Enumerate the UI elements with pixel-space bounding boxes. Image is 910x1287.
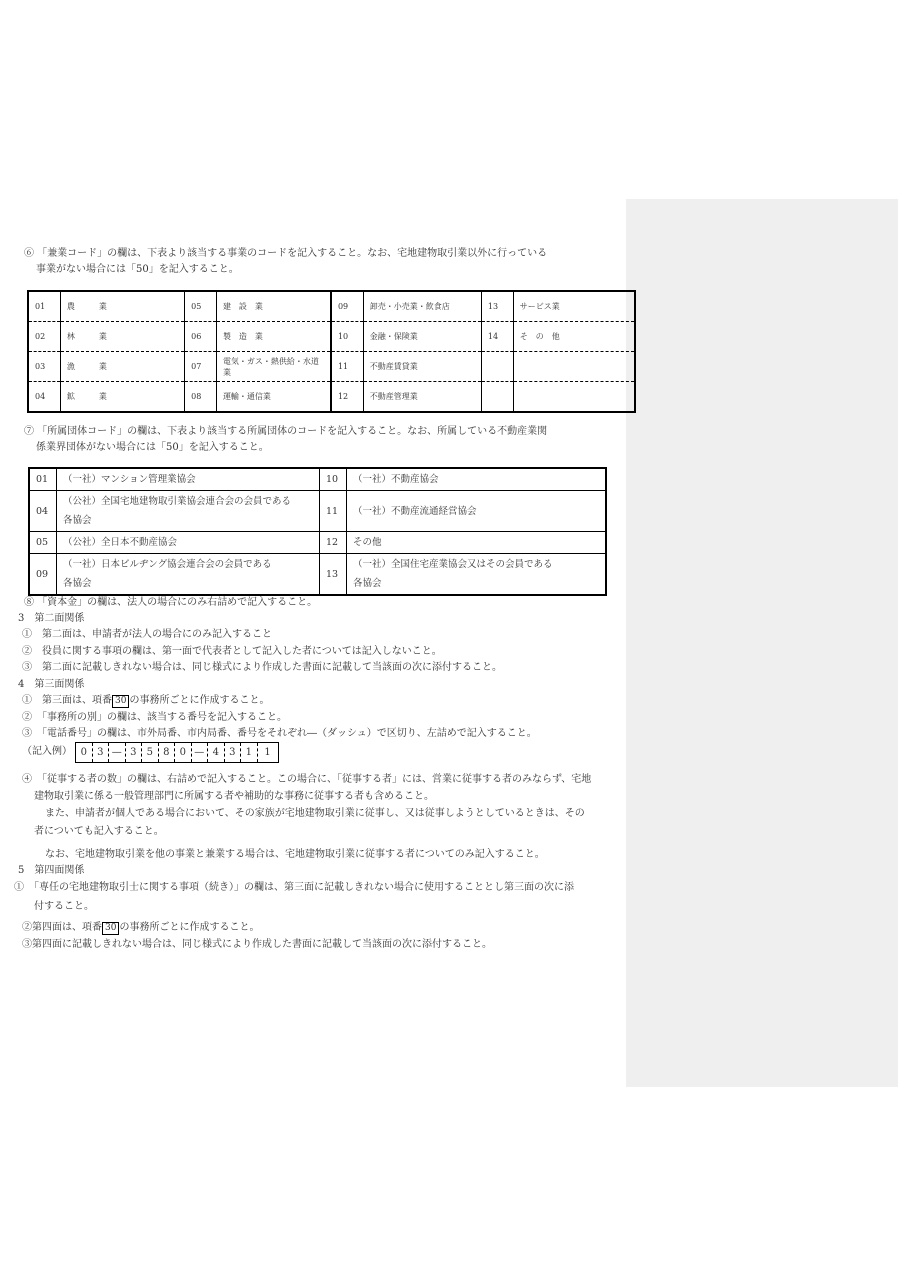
s4-item4-line4: 者についても記入すること。 xyxy=(34,826,164,837)
sec7-line2: 係業界団体がない場合には「50」を記入すること。 xyxy=(36,442,269,453)
s3-item3: ③ 第二面に記載しきれない場合は、同じ様式により作成した書面に記載して当該面の次に添付すること。 xyxy=(22,662,502,673)
digit-cell: — xyxy=(192,743,209,762)
item-number-box: 30 xyxy=(112,695,129,708)
industry-name: そ の 他 xyxy=(513,322,635,352)
industry-code: 11 xyxy=(331,352,363,382)
sec6-line2: 事業がない場合には「50」を記入すること。 xyxy=(36,264,239,275)
digit-cell: 1 xyxy=(264,747,271,758)
org-name: （一社）マンション管理業協会 xyxy=(57,468,320,491)
table-row xyxy=(29,468,606,491)
s3-item1: ① 第二面は、申請者が法人の場合にのみ記入すること xyxy=(22,629,272,640)
example-label: （記入例） xyxy=(22,746,72,757)
industry-name: 農 業 xyxy=(60,291,184,322)
org-name-line: 各協会 xyxy=(353,578,382,589)
s4-title: 4 第三面関係 xyxy=(18,679,85,690)
industry-code: 12 xyxy=(331,382,363,413)
org-name-line: （一社）日本ビルヂング協会連合会の会員である xyxy=(63,559,272,570)
industry-code: 01 xyxy=(28,291,60,322)
s4-item4-line2: 建物取引業に係る一般管理部門に所属する者や補助的な事務に従事する者も含めること。 xyxy=(34,791,434,802)
industry-name: 卸売・小売業・飲食店 xyxy=(363,291,481,322)
sec7-line1: ⑦ 「所属団体コード」の欄は、下表より該当する所属団体のコードを記入すること。なお、所属している不動産業関 xyxy=(24,426,548,437)
industry-name: サービス業 xyxy=(513,291,635,322)
org-name xyxy=(347,554,607,596)
digit-cell: — xyxy=(109,743,126,762)
s4-item1-text: ① 第三面は、項番 xyxy=(22,695,112,706)
industry-name: 不動産管理業 xyxy=(363,382,481,413)
org-name-line: （公社）全国宅地建物取引業協会連合会の会員である xyxy=(63,496,292,507)
sec8: ⑧ 「資本金」の欄は、法人の場合にのみ右詰めで記入すること。 xyxy=(24,597,318,608)
industry-code: 02 xyxy=(28,322,60,352)
s3-item2: ② 役員に関する事項の欄は、第一面で代表者として記入した者については記入しないこと。 xyxy=(22,646,442,657)
industry-code: 03 xyxy=(28,352,60,382)
s4-item4-line3: また、申請者が個人である場合において、その家族が宅地建物取引業に従事し、又は従事しようとしているときは、その xyxy=(45,808,585,819)
s4-item4-line5: なお、宅地建物取引業を他の事業と兼業する場合は、宅地建物取引業に従事する者についてのみ記入すること。 xyxy=(45,849,545,860)
s4-item3: ③ 「電話番号」の欄は、市外局番、市内局番、番号をそれぞれ―（ダッシュ）で区切り、左詰めで記入すること。 xyxy=(22,728,537,739)
table-row xyxy=(29,491,606,532)
s5-item2-text: の事務所ごとに作成すること。 xyxy=(119,922,260,933)
org-name-line: 各協会 xyxy=(63,515,92,526)
table-row xyxy=(28,322,635,352)
comment-panel xyxy=(626,199,898,1087)
s5-item1-line2: 付すること。 xyxy=(34,901,94,912)
industry-name: 鉱 業 xyxy=(60,382,184,413)
phone-example xyxy=(75,742,279,763)
s4-item1 xyxy=(22,694,269,708)
org-name: （一社）不動産協会 xyxy=(347,468,607,491)
industry-name: 製 造 業 xyxy=(216,322,331,352)
org-name: （公社）全日本不動産協会 xyxy=(57,532,320,554)
industry-name: 電気・ガス・熱供給・水道業 xyxy=(216,352,331,382)
digit-cell: 3 xyxy=(93,743,110,762)
digit-cell: 0 xyxy=(76,743,93,762)
industry-name xyxy=(513,382,635,413)
digit-cell: 3 xyxy=(225,743,242,762)
s5-item2 xyxy=(22,921,259,935)
industry-name: 不動産賃貸業 xyxy=(363,352,481,382)
org-name: その他 xyxy=(347,532,607,554)
industry-name: 林 業 xyxy=(60,322,184,352)
table-row xyxy=(28,382,635,413)
digit-cell: 1 xyxy=(241,743,258,762)
org-code: 10 xyxy=(320,468,347,491)
industry-name: 金融・保険業 xyxy=(363,322,481,352)
digit-cell: 8 xyxy=(159,743,176,762)
s5-title: 5 第四面関係 xyxy=(18,865,85,876)
industry-code: 13 xyxy=(481,291,513,322)
s4-item4-line1: ④ 「従事する者の数」の欄は、右詰めで記入すること。この場合に、「従事する者」には、営業に従事する者のみならず、宅地 xyxy=(22,774,592,785)
org-name-line: 各協会 xyxy=(63,578,92,589)
digit-cell: 5 xyxy=(142,743,159,762)
s3-title: 3 第二面関係 xyxy=(18,613,85,624)
industry-code: 06 xyxy=(185,322,217,352)
org-code: 11 xyxy=(320,491,347,532)
s5-item2-text: ②第四面は、項番 xyxy=(22,922,102,933)
s4-item2: ② 「事務所の別」の欄は、該当する番号を記入すること。 xyxy=(22,712,287,723)
org-code: 04 xyxy=(29,491,57,532)
industry-code: 09 xyxy=(331,291,363,322)
digit-cell: 3 xyxy=(126,743,143,762)
s4-item1-text: の事務所ごとに作成すること。 xyxy=(129,695,270,706)
org-code: 12 xyxy=(320,532,347,554)
s5-item3: ③第四面に記載しきれない場合は、同じ様式により作成した書面に記載して当該面の次に添付すること。 xyxy=(22,939,492,950)
item-number-box: 30 xyxy=(102,922,119,935)
table-row xyxy=(29,554,606,596)
industry-name: 漁 業 xyxy=(60,352,184,382)
org-code: 05 xyxy=(29,532,57,554)
org-name-line: （一社）全国住宅産業協会又はその会員である xyxy=(353,559,553,570)
industry-code: 14 xyxy=(481,322,513,352)
industry-code: 05 xyxy=(185,291,217,322)
industry-code: 04 xyxy=(28,382,60,413)
industry-code: 07 xyxy=(185,352,217,382)
industry-code xyxy=(481,352,513,382)
industry-name: 運輸・通信業 xyxy=(216,382,331,413)
digit-cell: 0 xyxy=(175,743,192,762)
org-name xyxy=(57,491,320,532)
org-code: 01 xyxy=(29,468,57,491)
org-code: 09 xyxy=(29,554,57,596)
industry-code-table xyxy=(27,290,636,413)
table-row xyxy=(29,532,606,554)
industry-code: 08 xyxy=(185,382,217,413)
industry-name xyxy=(513,352,635,382)
s5-item1-line1: ① 「専任の宅地建物取引士に関する事項（続き）」の欄は、第三面に記載しきれない場合に使用することとし第三面の次に添 xyxy=(14,882,574,893)
digit-cell: 4 xyxy=(208,743,225,762)
org-code: 13 xyxy=(320,554,347,596)
org-name xyxy=(57,554,320,596)
table-row xyxy=(28,291,635,322)
sec6-line1: ⑥ 「兼業コード」の欄は、下表より該当する事業のコードを記入すること。なお、宅地建物取引業以外に行っている xyxy=(24,248,548,259)
org-code-table xyxy=(28,467,607,596)
org-name: （一社）不動産流通経営協会 xyxy=(347,491,607,532)
industry-name: 建 設 業 xyxy=(216,291,331,322)
industry-code: 10 xyxy=(331,322,363,352)
table-row xyxy=(28,352,635,382)
industry-code xyxy=(481,382,513,413)
